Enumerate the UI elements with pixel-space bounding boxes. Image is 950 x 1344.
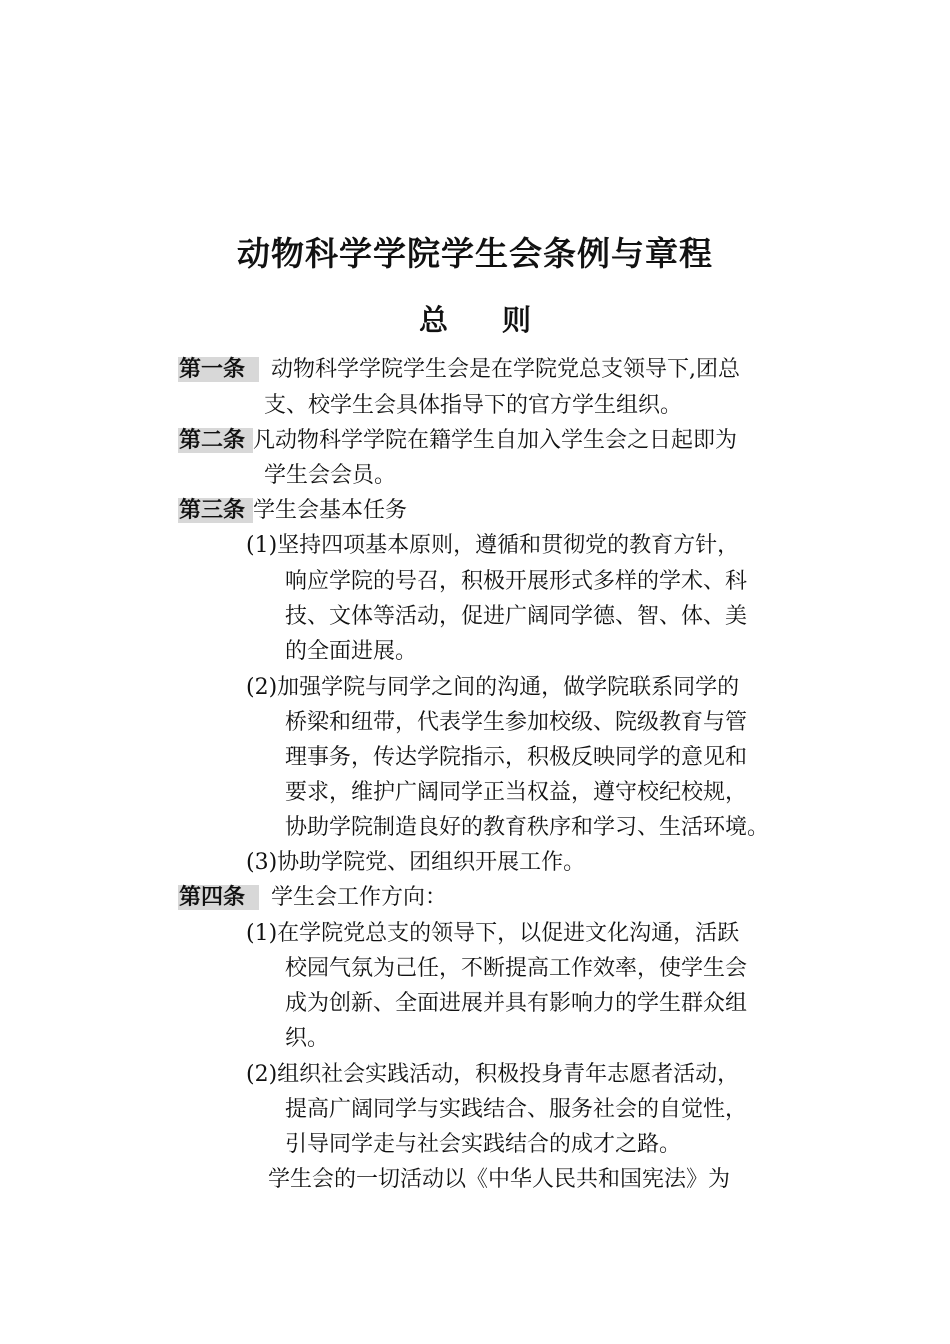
item-continuation: 技、文体等活动，促进广阔同学德、智、体、美 [285,604,748,629]
article-3-text: 学生会基本任务 [253,498,408,523]
article-1-continuation: 支、校学生会具体指导下的官方学生组织。 [264,393,683,418]
item-text: 在学院党总支的领导下，以促进文化沟通，活跃 [277,921,740,946]
item-text: 组织社会实践活动，积极投身青年志愿者活动， [277,1062,740,1087]
document-title: 动物科学学院学生会条例与章程 [237,234,713,273]
item-continuation: 响应学院的号召，积极开展形式多样的学术、科 [285,569,748,594]
list-item [246,1061,739,1089]
item-continuation: 桥梁和纽带，代表学生参加校级、院级教育与管 [285,710,748,735]
item-continuation: 成为创新、全面进展并具有影响力的学生群众组 [285,991,748,1016]
item-continuation: 要求，维护广阔同学正当权益，遵守校纪校规， [285,780,748,805]
list-item [246,532,739,560]
article-1-label: 第一条 [178,357,259,382]
article-1-first-line [178,356,740,384]
article-2-text: 凡动物科学学院在籍学生自加入学生会之日起即为 [253,428,738,453]
article-1-text: 动物科学学院学生会是在学院党总支领导下,团总 [271,357,741,382]
list-item [246,849,585,877]
article-3-first-line [178,497,407,525]
item-number: (2) [246,1062,278,1087]
item-continuation: 的全面进展。 [285,639,418,664]
article-2-continuation: 学生会会员。 [264,463,397,488]
section-heading: 总 则 [418,303,554,337]
item-continuation: 理事务，传达学院指示，积极反映同学的意见和 [285,745,748,770]
list-item [246,674,739,702]
item-text: 协助学院党、团组织开展工作。 [277,850,586,875]
article-4-first-line [178,884,447,912]
article-4-label: 第四条 [178,885,259,910]
item-text: 加强学院与同学之间的沟通，做学院联系同学的 [277,675,740,700]
item-number: (1) [246,921,278,946]
item-continuation: 引导同学走与社会实践结合的成才之路。 [285,1132,682,1157]
list-item [246,920,739,948]
article-2-first-line [178,427,737,455]
article-4-text: 学生会工作方向： [271,885,448,910]
item-continuation: 提高广阔同学与实践结合、服务社会的自觉性， [285,1097,748,1122]
article-3-label: 第三条 [178,498,253,523]
item-continuation: 协助学院制造良好的教育秩序和学习、生活环境。 [285,815,770,840]
article-2-label: 第二条 [178,428,253,453]
item-number: (1) [246,533,278,558]
item-continuation: 织。 [285,1026,330,1051]
item-number: (2) [246,675,278,700]
item-continuation: 校园气氛为己任，不断提高工作效率，使学生会 [285,956,748,981]
closing-paragraph: 学生会的一切活动以《中华人民共和国宪法》为 [268,1167,731,1192]
item-text: 坚持四项基本原则，遵循和贯彻党的教育方针， [277,533,740,558]
item-number: (3) [246,850,278,875]
